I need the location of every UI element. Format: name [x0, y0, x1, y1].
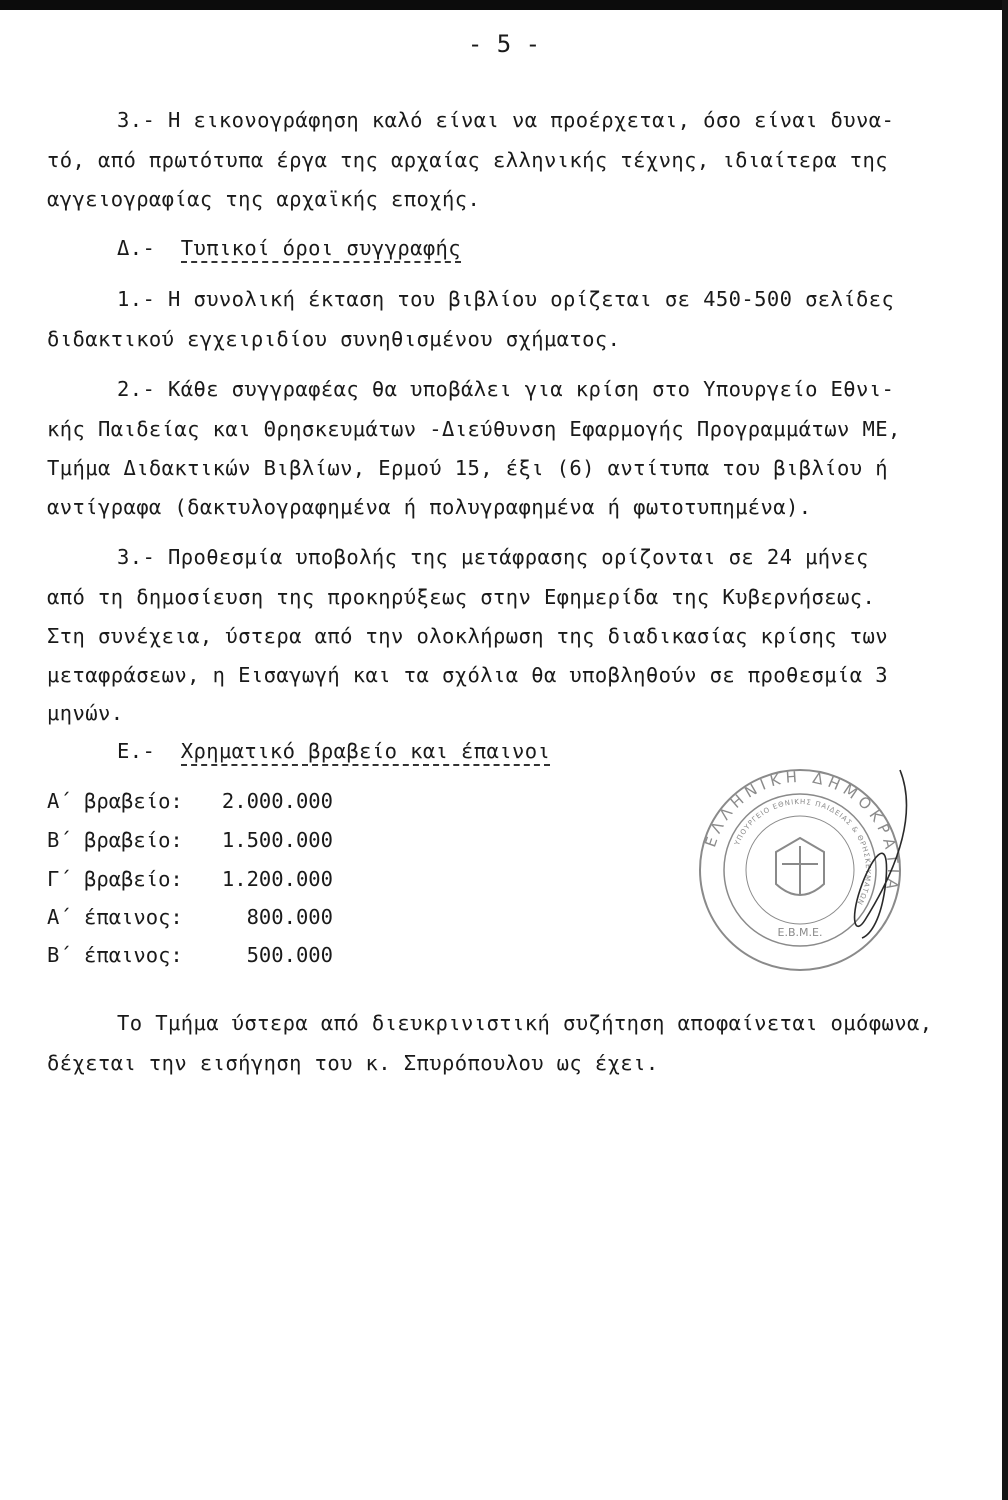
- d-item3-line4: μεταφράσεων, η Εισαγωγή και τα σχόλια θα υποβληθούν σε προθεσμία 3: [47, 663, 888, 687]
- scan-right-edge: [1002, 0, 1008, 1500]
- section-e-heading: [117, 739, 550, 763]
- stamp-outer-text: ΕΛΛΗΝΙΚΗ ΔΗΜΟΚΡΑΤΙΑ: [701, 767, 903, 896]
- prize-amount: 1.200.000: [221, 867, 333, 891]
- scan-top-border: [0, 0, 1008, 10]
- conclusion-line2: δέχεται την εισήγηση του κ. Σπυρόπουλου ως έχει.: [47, 1051, 659, 1075]
- d-item1-line2: διδακτικού εγχειριδίου συνηθισμένου σχήματος.: [47, 327, 621, 351]
- official-stamp: [690, 760, 910, 980]
- prize-amount: 2.000.000: [221, 789, 333, 813]
- d-item3-line2: από τη δημοσίευση της προκηρύξεως στην Εφημερίδα της Κυβερνήσεως.: [47, 585, 876, 609]
- prize-amount: 500.000: [246, 943, 333, 967]
- d-item2-line1: 2.- Κάθε συγγραφέας θα υποβάλει για κρίση στο Υπουργείο Εθνι-: [117, 377, 895, 401]
- d-item3-line1: 3.- Προθεσμία υποβολής της μετάφρασης ορίζονται σε 24 μήνες: [117, 545, 869, 569]
- prize-amount: 1.500.000: [221, 828, 333, 852]
- c-item3-line3: αγγειογραφίας της αρχαϊκής εποχής.: [47, 187, 481, 211]
- conclusion-line1: Το Τμήμα ύστερα από διευκρινιστική συζήτηση αποφαίνεται ομόφωνα,: [117, 1011, 933, 1035]
- prize-amount: 800.000: [246, 905, 333, 929]
- stamp-inner-text: ΥΠΟΥΡΓΕΙΟ ΕΘΝΙΚΗΣ ΠΑΙΔΕΙΑΣ & ΘΡΗΣΚΕΥΜΑΤΩΝ: [733, 797, 873, 907]
- d-item1-line1: 1.- Η συνολική έκταση του βιβλίου ορίζεται σε 450-500 σελίδες: [117, 287, 895, 311]
- section-e-marker: Ε.-: [117, 739, 156, 763]
- c-item3-line1: 3.- Η εικονογράφηση καλό είναι να προέρχεται, όσο είναι δυνα-: [117, 108, 895, 132]
- d-item3-line3: Στη συνέχεια, ύστερα από την ολοκλήρωση της διαδικασίας κρίσης των: [47, 624, 888, 648]
- d-item3-line5: μηνών.: [47, 701, 124, 725]
- stamp-bottom-text: Ε.Β.Μ.Ε.: [777, 926, 823, 939]
- prize-label: Γ΄ βραβείο:: [47, 867, 183, 891]
- d-item2-line2: κής Παιδείας και Θρησκευμάτων -Διεύθυνση Εφαρμογής Προγραμμάτων ΜΕ,: [47, 417, 901, 441]
- section-d-heading: [117, 236, 461, 260]
- prize-label: Α΄ έπαινος:: [47, 905, 183, 929]
- page-number: - 5 -: [467, 30, 541, 58]
- prize-label: Β΄ βραβείο:: [47, 828, 183, 852]
- c-item3-line2: τό, από πρωτότυπα έργα της αρχαίας ελληνικής τέχνης, ιδιαίτερα της: [47, 148, 888, 172]
- prize-label: Β΄ έπαινος:: [47, 943, 183, 967]
- section-e-title: Χρηματικό βραβείο και έπαινοι: [181, 739, 551, 766]
- section-d-title: Τυπικοί όροι συγγραφής: [181, 236, 461, 263]
- section-d-marker: Δ.-: [117, 236, 156, 260]
- d-item2-line3: Τμήμα Διδακτικών Βιβλίων, Ερμού 15, έξι (6) αντίτυπα του βιβλίου ή: [47, 456, 888, 480]
- prize-label: Α΄ βραβείο:: [47, 789, 183, 813]
- d-item2-line4: αντίγραφα (δακτυλογραφημένα ή πολυγραφημένα ή φωτοτυπημένα).: [47, 495, 812, 519]
